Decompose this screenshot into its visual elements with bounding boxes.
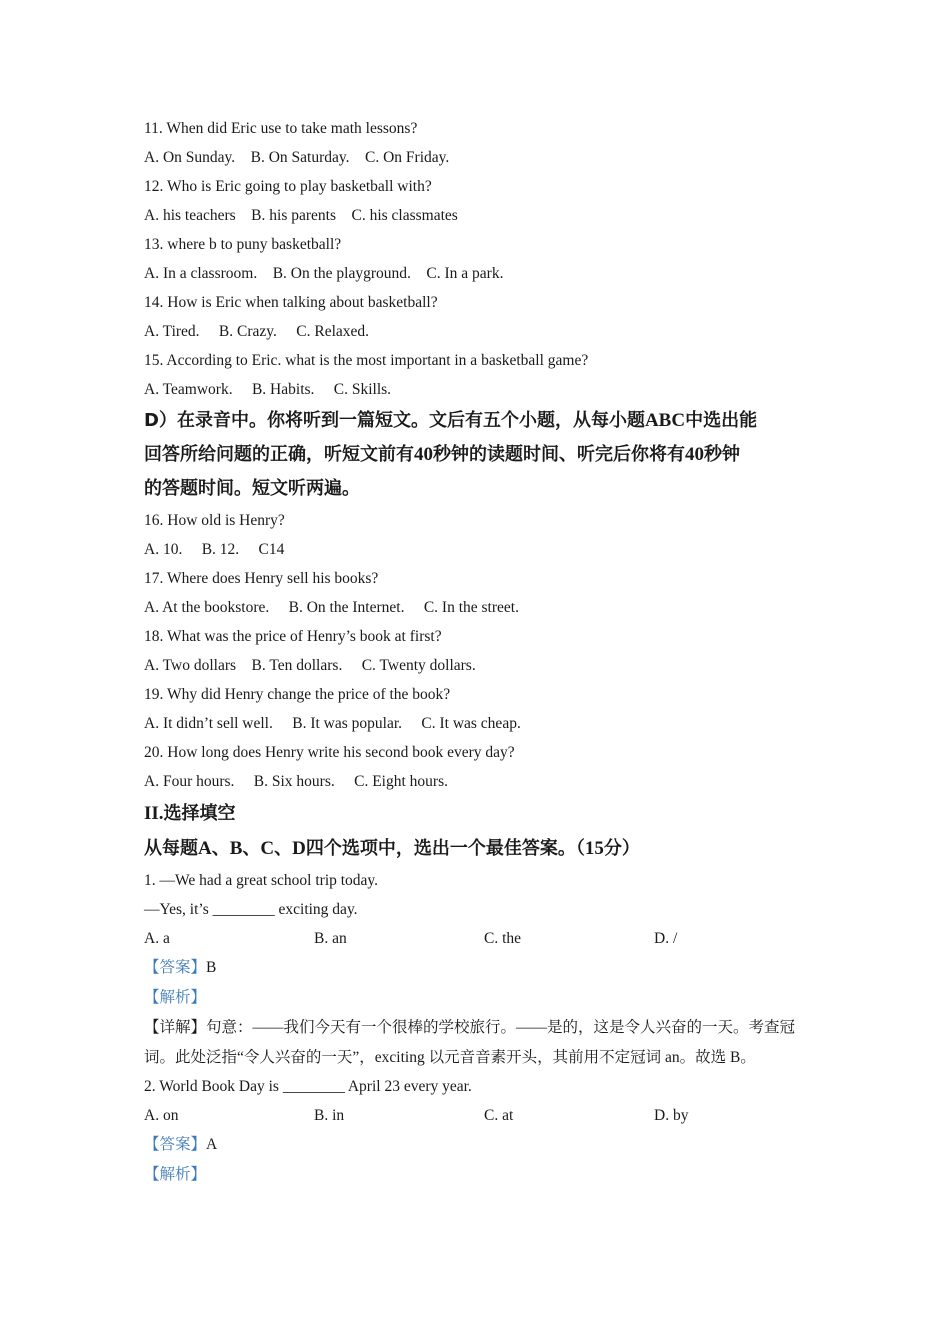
- section-ii-instructions: 从每题A、B、C、D四个选项中，选出一个最佳答案。（15分）: [144, 838, 640, 859]
- options-15: A. Teamwork. B. Habits. C. Skills.: [144, 381, 392, 398]
- answer-2: [144, 1130, 824, 1160]
- mc-question-1-options: [144, 924, 824, 953]
- mc-question-2-line-1: 2. World Book Day is ________ April 23 every year.: [144, 1078, 472, 1095]
- mc-question-1-line-1: 1. —We had a great school trip today.: [144, 872, 379, 889]
- option-a: A. on: [144, 1107, 179, 1124]
- options-14: A. Tired. B. Crazy. C. Relaxed.: [144, 323, 370, 340]
- question-17: 17. Where does Henry sell his books?: [144, 570, 379, 587]
- options-12: A. his teachers B. his parents C. his classmates: [144, 207, 458, 224]
- options-18: A. Two dollars B. Ten dollars. C. Twenty dollars.: [144, 657, 476, 674]
- detail-text: 句意：——我们今天有一个很棒的学校旅行。——是的，这是令人兴奋的一天。考查冠词。此处泛指“令人兴奋的一天”，exciting 以元音音素开头，其前用不定冠词 an。故选 B。: [144, 1019, 796, 1066]
- question-11: 11. When did Eric use to take math lessons?: [144, 120, 418, 137]
- question-12: 12. Who is Eric going to play basketball with?: [144, 178, 432, 195]
- question-19: 19. Why did Henry change the price of the book?: [144, 686, 451, 703]
- option-c: C. at: [484, 1107, 514, 1124]
- mc-question-1-line-2: —Yes, it’s ________ exciting day.: [144, 901, 358, 918]
- answer-tag: 【答案】: [144, 1136, 207, 1153]
- question-14: 14. How is Eric when talking about basketball?: [144, 294, 438, 311]
- options-16: A. 10. B. 12. C14: [144, 541, 285, 558]
- detail-tag: 【详解】: [144, 1019, 207, 1036]
- document-body: [144, 114, 824, 1190]
- option-d: D. /: [654, 930, 678, 947]
- analysis-tag: 【解析】: [144, 1166, 207, 1183]
- options-20: A. Four hours. B. Six hours. C. Eight hours.: [144, 773, 448, 790]
- options-13: A. In a classroom. B. On the playground. C. In a park.: [144, 265, 504, 282]
- section-d-line-1: D）在录音中。你将听到一篇短文。文后有五个小题，从每小题ABC中选出能: [144, 410, 758, 431]
- answer-value: A: [206, 1136, 218, 1153]
- question-16: 16. How old is Henry?: [144, 512, 285, 529]
- question-18: 18. What was the price of Henry’s book at first?: [144, 628, 442, 645]
- options-11: A. On Sunday. B. On Saturday. C. On Friday.: [144, 149, 450, 166]
- answer-value: B: [206, 959, 217, 976]
- section-ii-title: II.选择填空: [144, 803, 236, 824]
- option-d: D. by: [654, 1107, 689, 1124]
- answer-tag: 【答案】: [144, 959, 207, 976]
- answer-1: [144, 953, 824, 983]
- question-20: 20. How long does Henry write his second book every day?: [144, 744, 515, 761]
- option-a: A. a: [144, 930, 170, 947]
- options-19: A. It didn’t sell well. B. It was popular. C. It was cheap.: [144, 715, 521, 732]
- option-c: C. the: [484, 930, 522, 947]
- detail-1: [144, 1013, 824, 1072]
- options-17: A. At the bookstore. B. On the Internet. C. In the street.: [144, 599, 519, 616]
- section-d-line-3: 的答题时间。短文听两遍。: [144, 478, 360, 499]
- question-15: 15. According to Eric. what is the most important in a basketball game?: [144, 352, 589, 369]
- option-b: B. in: [314, 1107, 345, 1124]
- section-d-line-2: 回答所给问题的正确，听短文前有40秒钟的读题时间、听完后你将有40秒钟: [144, 444, 740, 465]
- mc-question-2-options: [144, 1101, 824, 1130]
- section-d-instructions: [144, 404, 824, 506]
- analysis-tag: 【解析】: [144, 989, 207, 1006]
- question-13: 13. where b to puny basketball?: [144, 236, 342, 253]
- analysis-1: [144, 983, 824, 1013]
- analysis-2: [144, 1160, 824, 1190]
- option-b: B. an: [314, 930, 347, 947]
